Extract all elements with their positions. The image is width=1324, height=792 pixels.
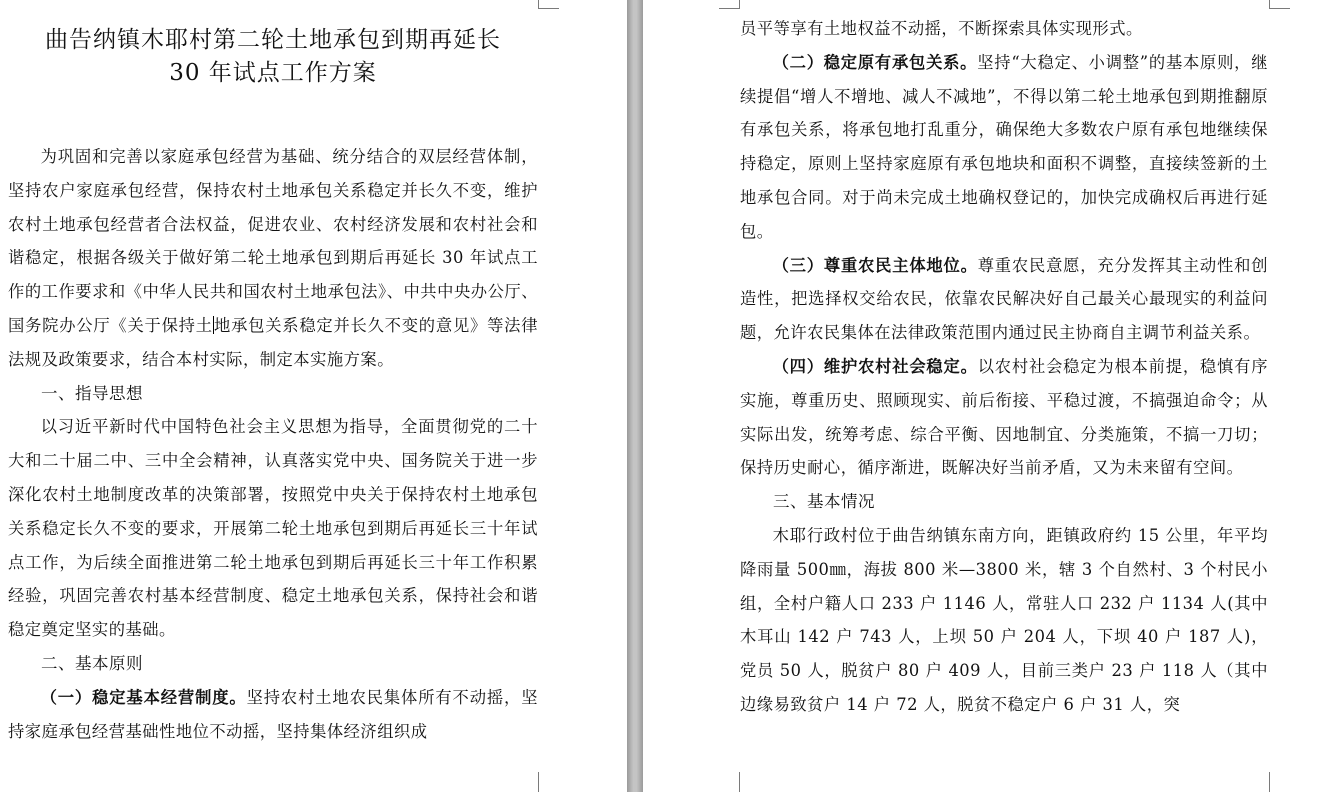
principle-1-paragraph — [8, 681, 538, 749]
title-line-1: 曲告纳镇木耶村第二轮土地承包到期再延长 — [45, 27, 501, 53]
intro-text-continued: 地承包关系稳定并长久不变的意见》等法律法规及政策要求，结合本村实际，制定本实施方案。 — [8, 315, 538, 369]
section-heading-1: 一、指导思想 — [41, 383, 143, 403]
section-heading-2: 二、基本原则 — [41, 653, 143, 673]
basic-situation-paragraph: 木耶行政村位于曲告纳镇东南方向，距镇政府约 15 公里，年平均降雨量 500㎜，海拔 800 米—3800 米，辖 3 个自然村、3 个村民小组，全村户籍人口 233 户 1146 人，常驻人口 232 户 1134 人(其中木耳山 142 户 743 人，上坝 50 户 204 人，下坝 40 户 187 人)，党员 50 人，脱贫户 80 户 409 人，目前三类户 23 户 118 人（其中边缘易致贫户 14 户 72 人，脱贫不稳定户 6 户 31 人，突 — [740, 525, 1268, 714]
page-corner-mark — [1269, 772, 1290, 792]
principle-4-title: （四）维护农村社会稳定。 — [772, 356, 978, 376]
principle-1-text: 坚持农村土地农民集体所有不动摇，坚持家庭承包经营基础性地位不动摇，坚持集体经济组织成 — [8, 687, 538, 741]
section-heading-3: 三、基本情况 — [773, 492, 875, 512]
intro-text: 为巩固和完善以家庭承包经营为基础、统分结合的双层经营体制，坚持农户家庭承包经营，保持农村土地承包关系稳定并长久不变，维护农村土地承包经营者合法权益，促进农业、农村经济发展和农村社会和谐稳定，根据各级关于做好第二轮土地承包到期后再延长 30 年试点工作的工作要求和《中华人民共和国农村土地承包法》、中共中央办公厅、国务院办公厅《关于保持土 — [8, 147, 538, 335]
page-corner-mark — [719, 0, 740, 9]
page-corner-mark — [1269, 0, 1290, 9]
page-text-area[interactable] — [740, 12, 1268, 722]
principle-3-text: 尊重农民意愿，充分发挥其主动性和创造性，把选择权交给农民，依靠农民解决好自己最关心最现实的利益问题，允许农民集体在法律政策范围内通过民主协商自主调节利益关系。 — [740, 255, 1268, 343]
document-title — [8, 24, 538, 90]
page-corner-mark — [538, 0, 559, 9]
page-corner-mark — [719, 772, 740, 792]
principle-3-paragraph — [740, 249, 1268, 350]
page-text-area[interactable] — [8, 24, 538, 748]
principle-4-text: 以农村社会稳定为根本前提，稳慎有序实施，尊重历史、照顾现实、前后衔接、平稳过渡，不搞强迫命令；从实际出发，统筹考虑、综合平衡、因地制宜、分类施策，不搞一刀切；保持历史耐心，循序渐进，既解决好当前矛盾，又为未来留有空间。 — [740, 356, 1268, 478]
principle-1-continued: 员平等享有土地权益不动摇，不断探索具体实现形式。 — [740, 19, 1143, 38]
document-page-right — [643, 0, 1324, 792]
title-line-2: 30 年试点工作方案 — [169, 60, 377, 86]
page-corner-mark — [538, 772, 559, 792]
principle-3-title: （三）尊重农民主体地位。 — [772, 255, 978, 275]
principle-1-title: （一）稳定基本经营制度。 — [40, 687, 247, 707]
principle-2-title: （二）稳定原有承包关系。 — [772, 52, 978, 72]
principle-4-paragraph — [740, 350, 1268, 485]
principle-2-paragraph — [740, 46, 1268, 249]
document-page-left — [0, 0, 627, 792]
intro-paragraph — [8, 140, 538, 377]
page-gutter — [627, 0, 643, 792]
principle-2-text: 坚持“大稳定、小调整”的基本原则，继续提倡“增人不增地、减人不减地”，不得以第二轮土地承包到期推翻原有承包关系，将承包地打乱重分，确保绝大多数农户原有承包地继续保持稳定，原则上坚持家庭原有承包地块和面积不调整，直接续签新的土地承包合同。对于尚未完成土地确权登记的，加快完成确权后再进行延包。 — [740, 52, 1268, 241]
guide-paragraph: 以习近平新时代中国特色社会主义思想为指导，全面贯彻党的二十大和二十届二中、三中全会精神，认真落实党中央、国务院关于进一步深化农村土地制度改革的决策部署，按照党中央关于保持农村土地承包关系稳定长久不变的要求，开展第二轮土地承包到期后再延长三十年试点工作，为后续全面推进第二轮土地承包到期后再延长三十年工作积累经验，巩固完善农村基本经营制度、稳定土地承包关系，保持社会和谐稳定奠定坚实的基础。 — [8, 417, 538, 640]
